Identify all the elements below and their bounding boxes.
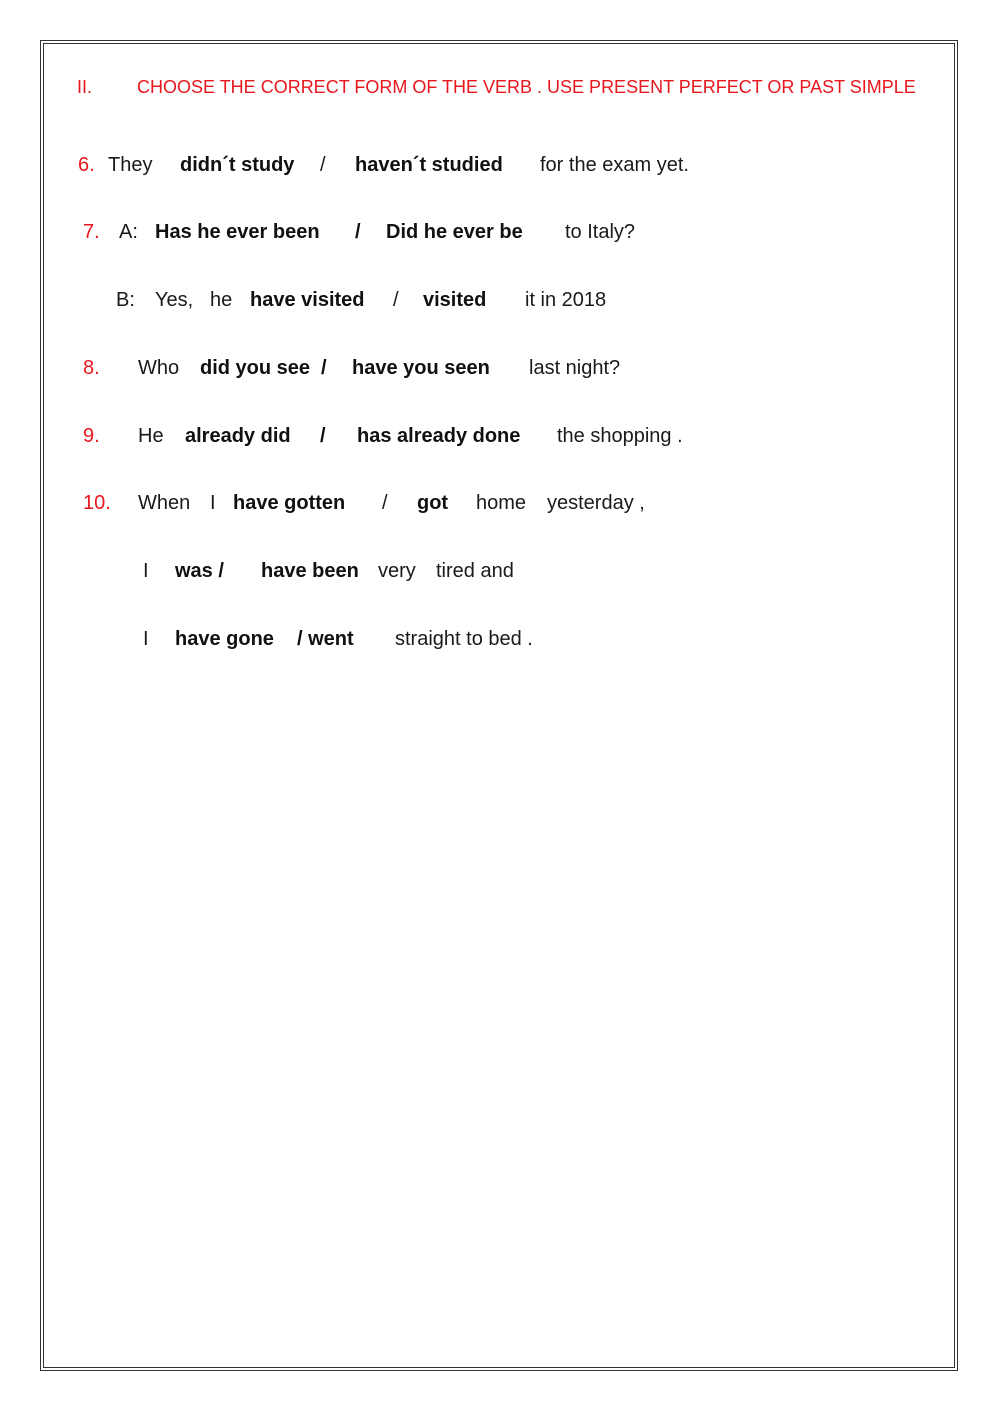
- q10-word-when: When: [138, 492, 191, 514]
- q8-option-b[interactable]: have you seen: [352, 357, 490, 379]
- q10-word-home: home: [476, 492, 527, 514]
- q9-slash: /: [320, 425, 326, 447]
- q8-option-a[interactable]: did you see: [200, 357, 311, 379]
- q7a-option-b[interactable]: Did he ever be: [386, 221, 523, 243]
- q10-line3-word-i: I: [143, 628, 149, 650]
- q8-slash: /: [321, 357, 327, 379]
- q7a-option-a[interactable]: Has he ever been: [155, 221, 320, 243]
- q7a-slash: /: [355, 221, 361, 243]
- q9-word-he: He: [138, 425, 164, 447]
- q6-word-they: They: [108, 154, 153, 176]
- q7-speaker-a: A:: [119, 221, 138, 243]
- q7b-word-yes: Yes,: [155, 289, 194, 311]
- section-instruction: CHOOSE THE CORRECT FORM OF THE VERB . USE PRESENT PERFECT OR PAST SIMPLE: [137, 77, 916, 97]
- q9-rest: the shopping .: [557, 425, 683, 447]
- q7b-rest: it in 2018: [525, 289, 607, 311]
- question-number-9: 9.: [83, 425, 100, 447]
- q7b-option-a[interactable]: have visited: [250, 289, 365, 311]
- question-number-10: 10.: [83, 492, 111, 514]
- question-number-8: 8.: [83, 357, 100, 379]
- q10-word-i: I: [210, 492, 216, 514]
- question-number-6: 6.: [78, 154, 95, 176]
- q7b-slash: /: [393, 289, 399, 311]
- question-number-7: 7.: [83, 221, 100, 243]
- q10-slash: /: [382, 492, 388, 514]
- q7-speaker-b: B:: [116, 289, 135, 311]
- q10-line3-option-a[interactable]: have gone: [175, 628, 274, 650]
- q10-line3-rest: straight to bed .: [395, 628, 533, 650]
- q10-line3-option-b[interactable]: / went: [297, 628, 354, 650]
- q6-rest: for the exam yet.: [540, 154, 689, 176]
- q10-option-a[interactable]: have gotten: [233, 492, 346, 514]
- q6-slash: /: [320, 154, 326, 176]
- q9-option-b[interactable]: has already done: [357, 425, 521, 447]
- q7a-rest: to Italy?: [565, 221, 636, 243]
- q6-option-a[interactable]: didn´t study: [180, 154, 295, 176]
- q10-option-b[interactable]: got: [417, 492, 449, 514]
- q7b-option-b[interactable]: visited: [423, 289, 487, 311]
- q9-option-a[interactable]: already did: [185, 425, 291, 447]
- q7b-word-he: he: [210, 289, 233, 311]
- q10-line2-option-b[interactable]: have been: [261, 560, 359, 582]
- q10-line2-option-a[interactable]: was /: [175, 560, 224, 582]
- section-numeral: II.: [77, 77, 93, 97]
- q6-option-b[interactable]: haven´t studied: [355, 154, 503, 176]
- q10-rest-line1: yesterday ,: [547, 492, 645, 514]
- q10-line2-word-very: very: [378, 560, 416, 582]
- q10-line2-rest: tired and: [436, 560, 514, 582]
- q10-line2-word-i: I: [143, 560, 149, 582]
- q8-word-who: Who: [138, 357, 180, 379]
- q8-rest: last night?: [529, 357, 621, 379]
